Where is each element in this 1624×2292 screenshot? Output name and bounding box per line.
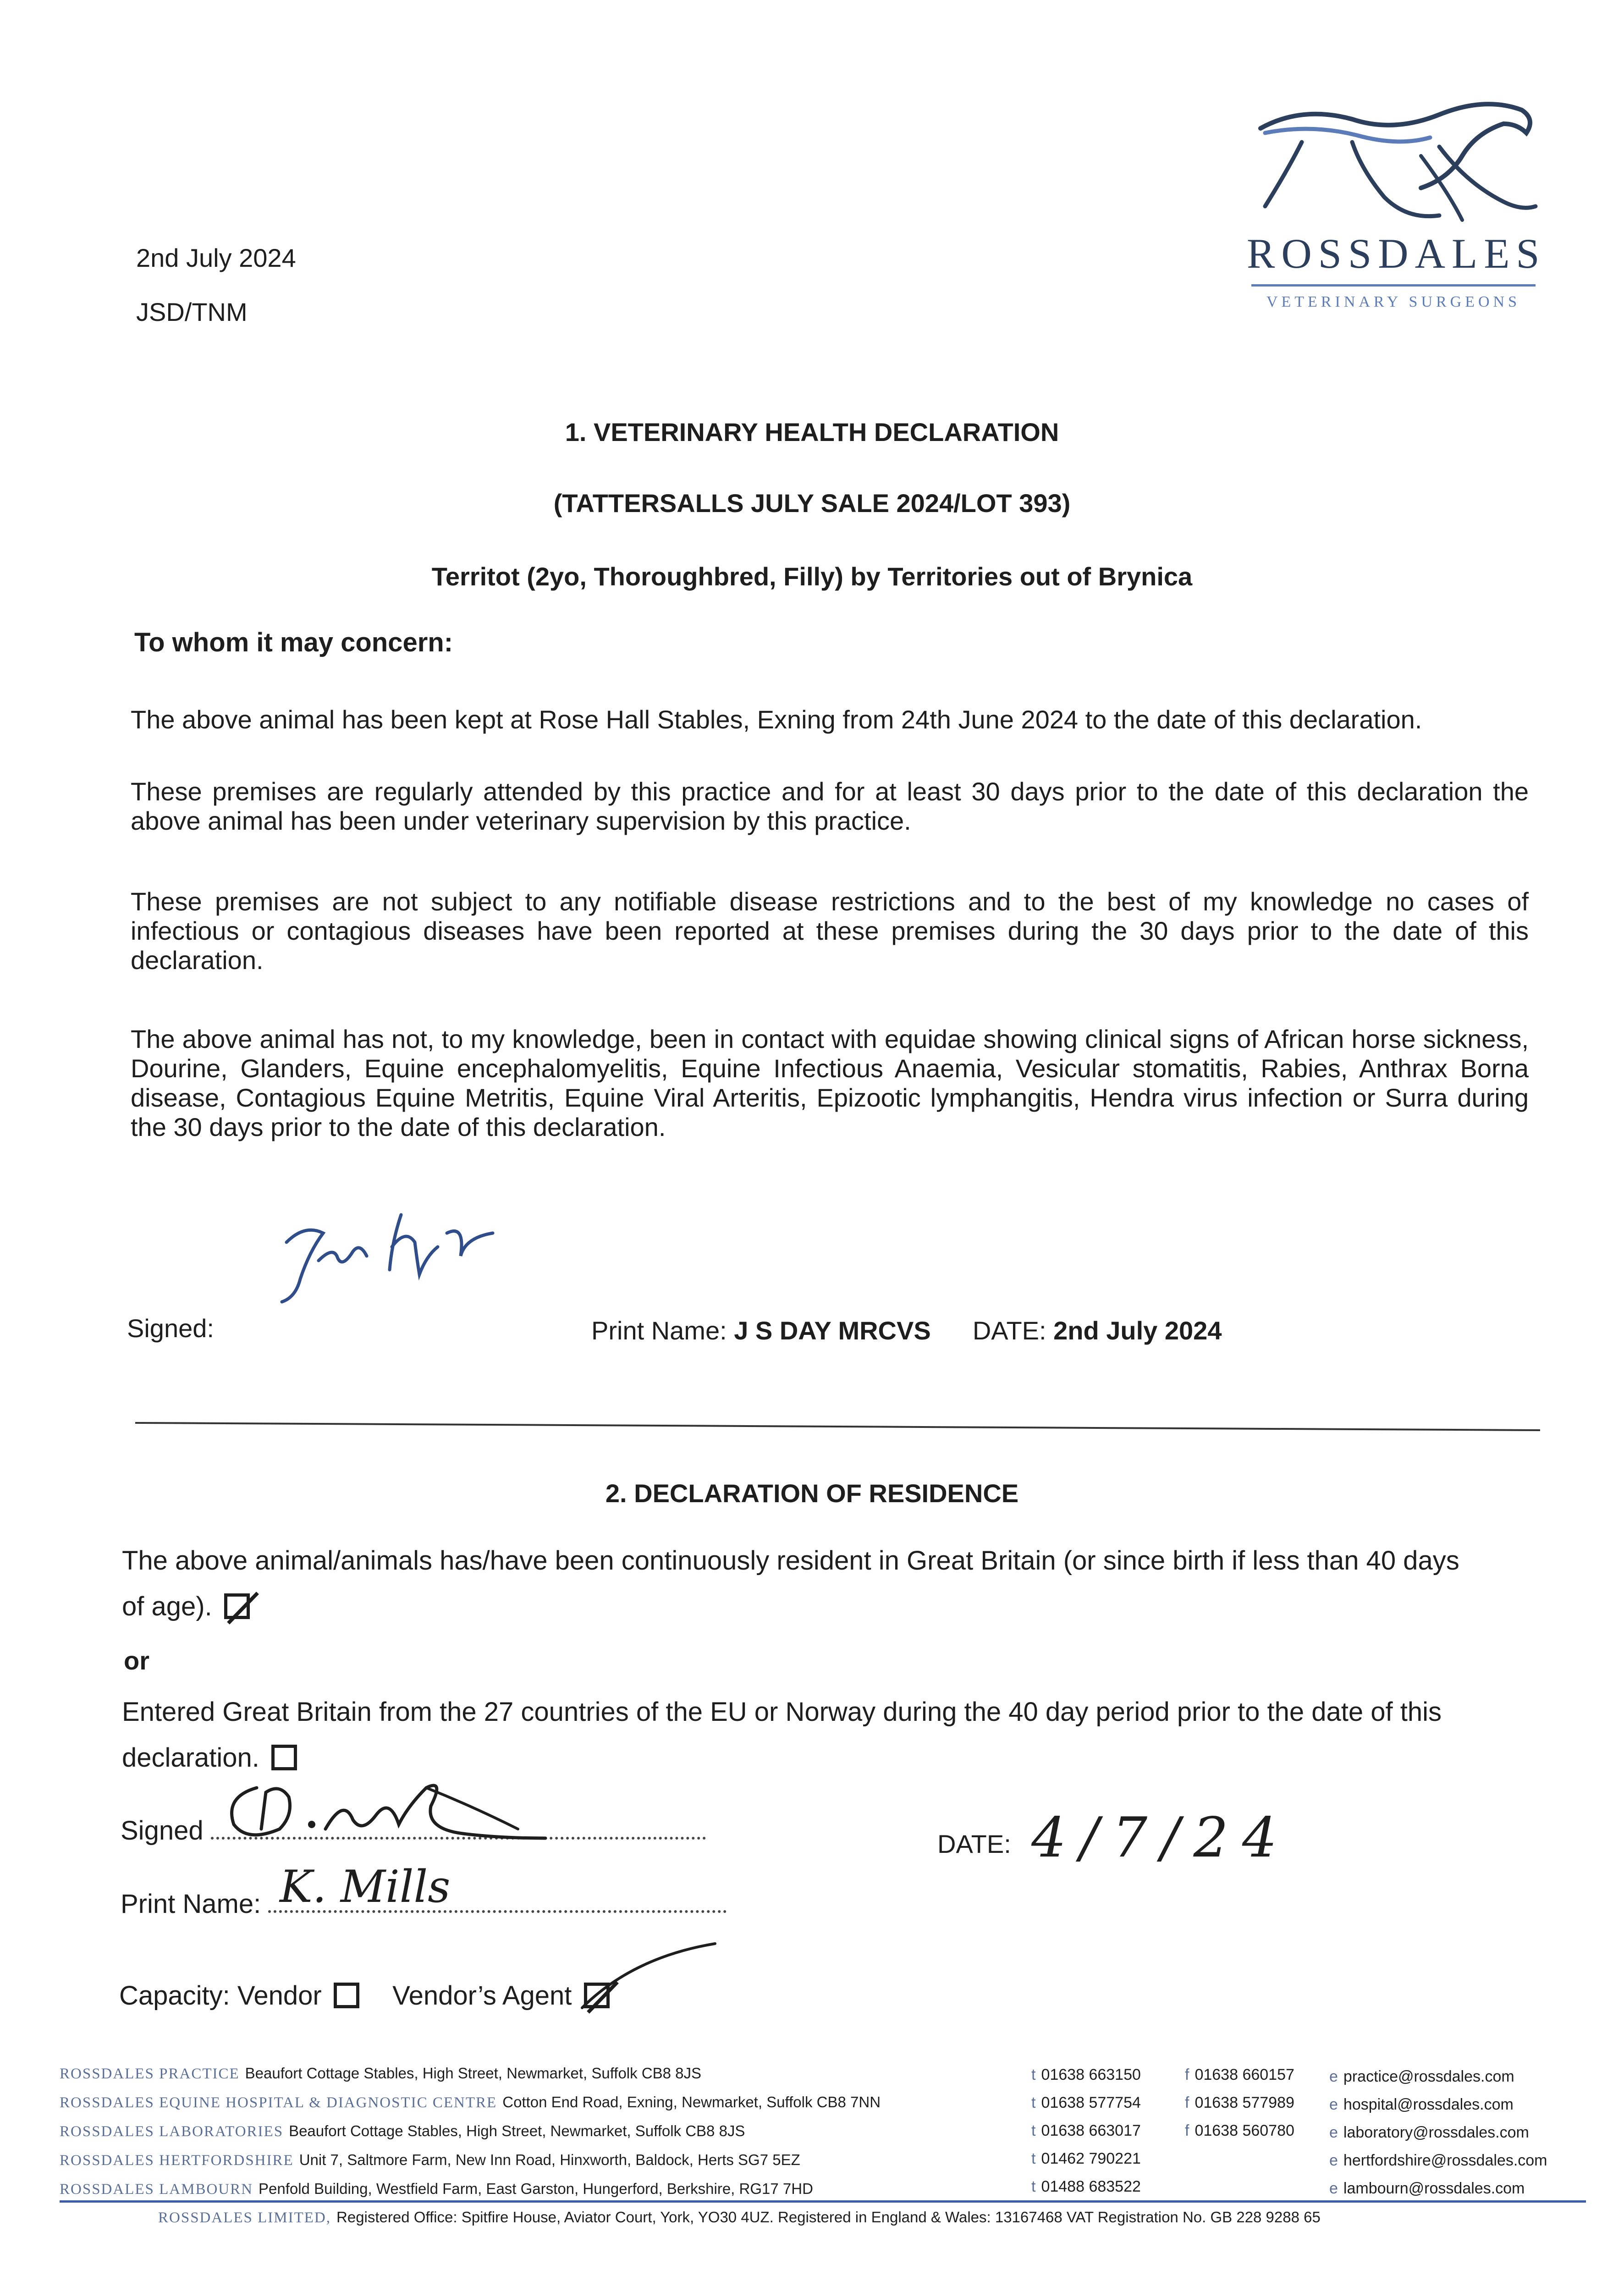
vendor-signature — [215, 1760, 628, 1852]
or-label: or — [124, 1646, 149, 1675]
vendor-date-handwritten: 4/7/24 — [1031, 1806, 1291, 1870]
vendor-agent-label: Vendor’s Agent — [392, 1981, 572, 2011]
paragraph-contact: The above animal has not, to my knowledge, been in contact with equidae showing clinical signs of African horse sickness, Dourine, Glanders, Equine encephalomyelitis, Equine Infectious Anaemia, Vesicular stomatitis, Rabies, Anthrax Borna disease, Contagious Equine Metritis, Equine Viral Arteritis, Epizootic lymphangitis, Hendra virus infection or Surra during the 30 days prior to the date of this declaration. — [131, 1025, 1529, 1141]
footer-office-lambourn: ROSSDALES LAMBOURN Penfold Building, Westfield Farm, East Garston, Hungerford, Berkshire, RG17 7HD — [60, 2180, 813, 2198]
residence-option-2-text: Entered Great Britain from the 27 countries of the EU or Norway during the 40 day period prior to the date of this declaration. — [122, 1697, 1442, 1773]
footer-telephones: t 01638 663150 t 01638 577754 t 01638 663017 t 01462 790221 t 01488 683522 — [1031, 2066, 1141, 2195]
capacity-label: Capacity: — [119, 1981, 230, 2011]
vendor-print-name-handwritten: K. Mills — [280, 1861, 451, 1912]
footer-registered: ROSSDALES LIMITED, Registered Office: Spitfire House, Aviator Court, York, YO30 4UZ. Registered in England & Wales: 13167468 VAT Registration No. GB 228 9288 65 — [158, 2209, 1321, 2226]
footer-emails: e practice@rossdales.com e hospital@rossdales.com e laboratory@rossdales.com e hertfordshire@rossdales.com e lambourn@rossdales.com — [1329, 2068, 1547, 2197]
agent-tick-mark — [578, 1939, 724, 2012]
paragraph-supervision: These premises are regularly attended by this practice and for at least 30 days prior to the date of this declaration the above animal has been under veterinary supervision by this practice. — [131, 777, 1529, 835]
letter-reference: JSD/TNM — [136, 298, 248, 326]
paragraph-restrictions: These premises are not subject to any notifiable disease restrictions and to the best of my knowledge no cases of infectious or contagious diseases have been reported at these premises during the 30 days prior to the date of this declaration. — [131, 887, 1529, 975]
footer-office-laboratories: ROSSDALES LABORATORIES Beaufort Cottage Stables, High Street, Newmarket, Suffolk CB8 8JS — [60, 2122, 745, 2140]
horse-logo-icon — [1247, 92, 1540, 229]
vendor-signed-label: Signed — [121, 1816, 204, 1846]
section2-heading: 2. DECLARATION OF RESIDENCE — [605, 1479, 1019, 1508]
vendor-checkbox[interactable] — [334, 1983, 359, 2008]
footer-fax: f 01638 660157 f 01638 577989 f 01638 560780 — [1185, 2066, 1294, 2139]
capacity-row — [119, 1980, 610, 2011]
print-name-value: J S DAY MRCVS — [734, 1316, 931, 1345]
residence-option-1-text: The above animal/animals has/have been continuously resident in Great Britain (or since birth if less than 40 days of age). — [122, 1546, 1459, 1621]
footer-office-practice: ROSSDALES PRACTICE Beaufort Cottage Stables, High Street, Newmarket, Suffolk CB8 8JS — [60, 2065, 702, 2082]
residence-option-1-checkbox[interactable] — [224, 1593, 250, 1619]
vendor-date-label: DATE: — [937, 1829, 1011, 1858]
section-divider — [135, 1422, 1540, 1431]
section1-subheading: (TATTERSALLS JULY SALE 2024/LOT 393) — [553, 489, 1071, 518]
footer-office-hospital: ROSSDALES EQUINE HOSPITAL & DIAGNOSTIC CENTRE Cotton End Road, Exning, Newmarket, Suffolk CB8 7NN — [60, 2094, 881, 2111]
footer-offices — [60, 2059, 1013, 2204]
footer-office-hertfordshire: ROSSDALES HERTFORDSHIRE Unit 7, Saltmore Farm, New Inn Road, Hinxworth, Baldock, Herts SG7 5EZ — [60, 2151, 800, 2169]
checkbox-cross-icon — [225, 1590, 261, 1627]
letter-date: 2nd July 2024 — [136, 243, 296, 272]
paragraph-kept: The above animal has been kept at Rose Hall Stables, Exning from 24th June 2024 to the date of this declaration. — [131, 705, 1422, 734]
logo-rule — [1251, 284, 1536, 286]
horse-details: Territot (2yo, Thoroughbred, Filly) by Territories out of Brynica — [431, 562, 1193, 591]
declaration-date: 2nd July 2024 — [1053, 1316, 1222, 1345]
section1-heading: 1. VETERINARY HEALTH DECLARATION — [565, 418, 1059, 446]
residence-option-1 — [122, 1538, 1460, 1630]
company-name: ROSSDALES — [1247, 230, 1546, 277]
salutation: To whom it may concern: — [134, 628, 453, 657]
date-label: DATE: — [972, 1316, 1046, 1345]
vet-signature — [268, 1206, 525, 1306]
print-name-row — [591, 1316, 1222, 1345]
signed-label: Signed: — [127, 1314, 214, 1343]
company-logo — [1247, 92, 1546, 312]
print-name-label: Print Name: — [591, 1316, 727, 1345]
vendor-print-name-label: Print Name: — [121, 1889, 261, 1919]
footer-rule — [60, 2200, 1586, 2203]
company-tagline: VETERINARY SURGEONS — [1266, 293, 1521, 310]
vendor-label: Vendor — [237, 1981, 322, 2011]
